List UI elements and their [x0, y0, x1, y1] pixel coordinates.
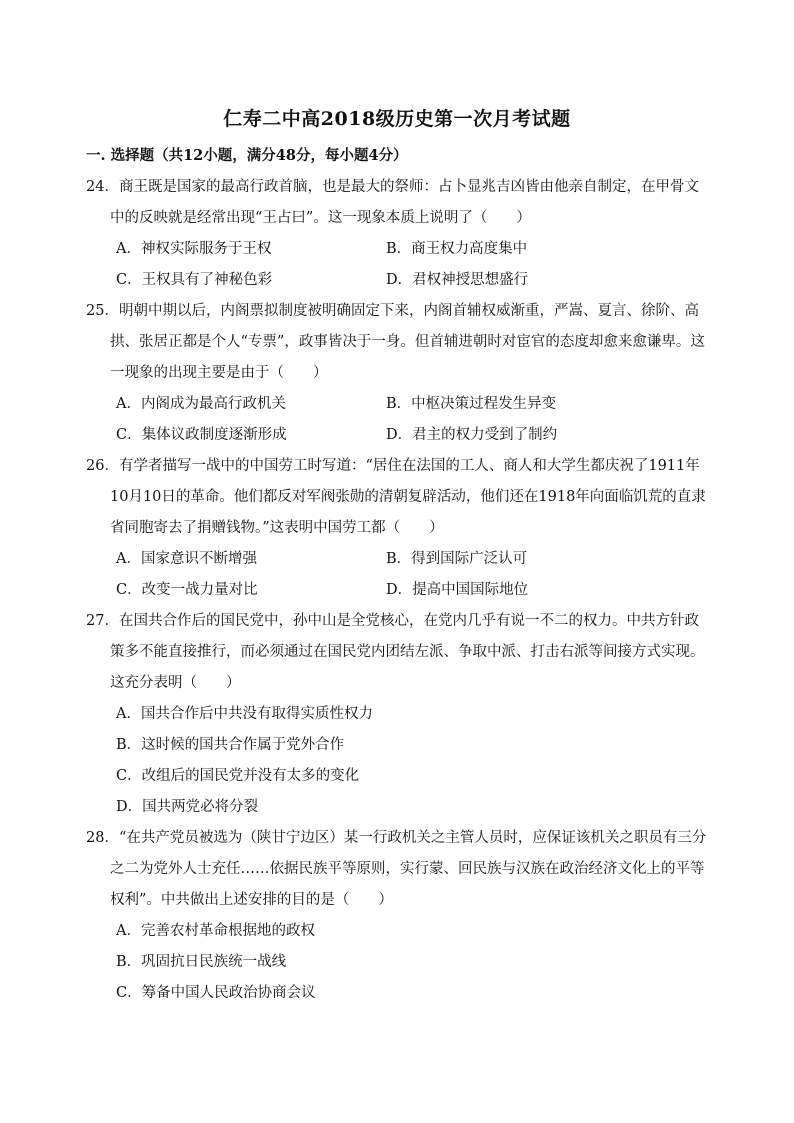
options [86, 699, 710, 823]
option-d: D．君权神授思想盛行 [386, 272, 529, 288]
question-26 [86, 451, 710, 606]
option-b: B．得到国际广泛认可 [386, 551, 528, 567]
option-b: B．这时候的国共合作属于党外合作 [116, 737, 345, 753]
question-stem: 24．商王既是国家的最高行政首脑，也是最大的祭师：占卜显兆吉凶皆由他亲自制定，在甲骨文中的反映就是经常出现“王占曰”。这一现象本质上说明了（ ） [86, 179, 699, 226]
options [86, 234, 710, 296]
question-stem: 26．有学者描写一战中的中国劳工时写道：“居住在法国的工人、商人和大学生都庆祝了1911年10月10日的革命。他们都反对军阀张勋的清朝复辟活动，他们还在1918年向面临饥荒的直隶省同胞寄去了捐赠钱物。”这表明中国劳工都（ ） [86, 458, 706, 536]
section-heading: 一. 选择题（共12小题，满分48分，每小题4分） [86, 147, 408, 164]
option-a: A．国共合作后中共没有取得实质性权力 [116, 706, 373, 722]
option-c: C．筹备中国人民政治协商会议 [116, 985, 316, 1001]
question-stem: 27．在国共合作后的国民党中，孙中山是全党核心，在党内几乎有说一不二的权力。中共方针政策多不能直接推行，而必须通过在国民党内团结左派、争取中派、打击右派等间接方式实现。这充分表明（ ） [86, 613, 705, 691]
option-b: B．中枢决策过程发生异变 [386, 396, 557, 412]
option-a: A．完善农村革命根据地的政权 [116, 923, 315, 939]
option-a: A．国家意识不断增强 [116, 551, 257, 567]
option-b: B．巩固抗日民族统一战线 [116, 954, 287, 970]
option-b: B．商王权力高度集中 [386, 241, 528, 257]
option-c: C．集体议政制度逐渐形成 [116, 427, 287, 443]
option-d: D．君主的权力受到了制约 [386, 427, 558, 443]
question-stem: 25．明朝中期以后，内阁票拟制度被明确固定下来，内阁首辅权威渐重，严嵩、夏言、徐阶、高拱、张居正都是个人“专票”，政事皆决于一身。但首辅进朝时对宦官的态度却愈来愈谦卑。这一现象的出现主要是由于（ ） [86, 303, 705, 381]
option-c: C．改组后的国民党并没有太多的变化 [116, 768, 360, 784]
options [86, 389, 710, 451]
options [86, 544, 710, 606]
option-d: D．提高中国国际地位 [386, 582, 529, 598]
options [86, 916, 710, 1009]
question-stem: 28．“在共产党员被选为（陕甘宁边区）某一行政机关之主管人员时，应保证该机关之职员有三分之二为党外人士充任……依据民族平等原则，实行蒙、回民族与汉族在政治经济文化上的平等权利”。中共做出上述安排的目的是（ ） [86, 830, 707, 908]
option-c: C．改变一战力量对比 [116, 582, 258, 598]
question-27 [86, 606, 710, 823]
question-28 [86, 823, 710, 1009]
option-a: A．神权实际服务于王权 [116, 241, 272, 257]
question-25 [86, 296, 710, 451]
exam-title: 仁寿二中高2018级历史第一次月考试题 [223, 108, 571, 130]
option-a: A．内阁成为最高行政机关 [116, 396, 286, 412]
question-list [86, 172, 710, 1009]
question-24 [86, 172, 710, 296]
option-d: D．国共两党必将分裂 [116, 799, 259, 815]
option-c: C．王权具有了神秘色彩 [116, 272, 273, 288]
